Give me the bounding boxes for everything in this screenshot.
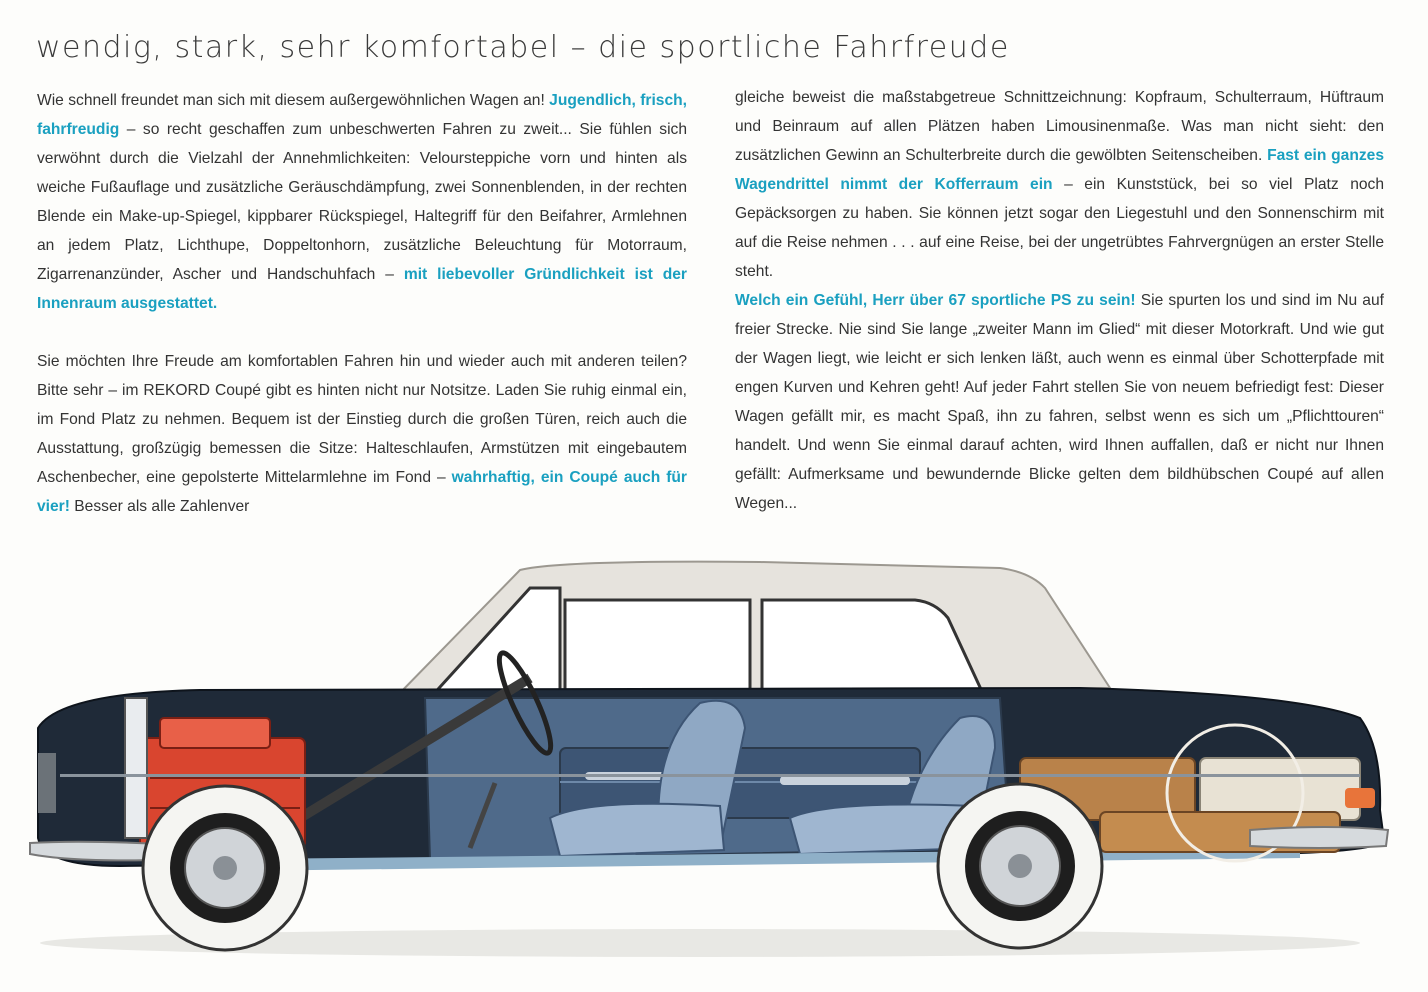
suitcase bbox=[1200, 758, 1360, 820]
highlight-text: Welch ein Gefühl, Herr über 67 sportliche PS zu sein! bbox=[735, 292, 1136, 309]
highlight-text: wahrhaftig, ein Coupé auch für vier! bbox=[37, 469, 687, 515]
text: Besser als alle Zahlenver bbox=[69, 498, 250, 515]
front-seat-cushion bbox=[550, 804, 724, 856]
text: Wie schnell freundet man sich mit diesem außergewöhnlichen Wagen an! bbox=[37, 92, 550, 109]
text: – ein Kunststück, bei so viel Platz noch Gepäcksorgen zu haben. Sie können jetzt sogar den Liegestuhl und den Sonnenschirm mit auf die Reise nehmen . . . auf eine Reise, bei der ungetrübtes Fahrvergnügen an erster Stelle steht. bbox=[735, 176, 1385, 280]
highlight-text: mit liebevoller Gründlichkeit ist der Innenraum ausgestattet. bbox=[37, 266, 687, 312]
left-paragraph-2 bbox=[37, 347, 687, 521]
right-paragraph-2 bbox=[735, 286, 1384, 518]
text: – so recht geschaffen zum unbeschwerten Fahren zu zweit... Sie fühlen sich verwöhnt durch die Vielzahl der Annehmlichkeiten: Veloursteppiche vorn und hinten als weiche Fußauflage und zusätzliche Geräuschdämpfung, zwei Sonnenblenden, in der rechten Blende ein Make-up-Spiegel, kippbarer Rückspiegel, Haltegriff für den Beifahrer, Armlehnen an jedem Platz, Lichthupe, Doppeltonhorn, zusätzliche Beleuchtung für Motorraum, Zigarrenanzünder, Ascher und Handschuhfach – bbox=[37, 121, 687, 283]
front-bumper bbox=[30, 842, 160, 861]
front-wheel bbox=[143, 786, 307, 950]
front-side-window bbox=[565, 600, 750, 698]
text: gleiche beweist die maßstabgetreue Schnittzeichnung: Kopfraum, Schulterraum, Hüftraum und Beinraum auf allen Plätzen haben Limousinenmaße. Was man nicht sieht: den zusätzlichen Gewinn an Schulterbreite durch die gewölbten Seitenscheiben. bbox=[735, 89, 1384, 164]
left-paragraph-1 bbox=[37, 86, 687, 318]
indicator-light bbox=[1345, 788, 1375, 808]
highlight-text: Fast ein ganzes Wagendrittel nimmt der Kofferraum ein bbox=[735, 147, 1385, 193]
rear-bumper bbox=[1250, 827, 1388, 848]
right-column bbox=[735, 83, 1384, 518]
car-cutaway-illustration bbox=[0, 548, 1428, 992]
text: Sie möchten Ihre Freude am komfortablen Fahren hin und wieder auch mit anderen teilen? Bitte sehr – im REKORD Coupé gibt es hinten nicht nur Notsitze. Laden Sie ruhig einmal ein, im Fond Platz zu nehmen. Bequem ist der Einstieg durch die großen Türen, reich auch die Ausstattung, großzügig bemessen die Sitze: Halteschlaufen, Armstützen mit eingebautem Aschenbecher, eine gepolsterte Mittelarmlehne im Fond – bbox=[37, 353, 687, 486]
highlight-text: Jugendlich, frisch, fahrfreudig bbox=[37, 92, 687, 138]
rear-wheel bbox=[938, 784, 1102, 948]
left-column bbox=[37, 86, 687, 521]
text: Sie spurten los und sind im Nu auf freier Strecke. Nie sind Sie lange „zweiter Mann im Glied“ mit dieser Motorkraft. Und wie gut der Wagen liegt, wie leicht er sich lenken läßt, auch wenn es einmal über Schotterpfade mit engen Kurven und Kehren geht! Auf jeder Fahrt stellen Sie von neuem befriedigt fest: Dieser Wagen gefällt mir, es macht Spaß, ihn zu fahren, selbst wenn es sich um „Pflichttouren“ handelt. Und wenn Sie einmal darauf achten, wird Ihnen auffallen, daß er nicht nur Ihnen gefällt: Aufmerksame und bewundernde Blicke gelten dem bildhübschen Coupé auf allen Wegen... bbox=[735, 292, 1384, 512]
side-trim bbox=[60, 774, 1360, 777]
right-paragraph-1 bbox=[735, 83, 1384, 286]
headline: wendig, stark, sehr komfortabel – die sportliche Fahrfreude bbox=[36, 30, 1010, 65]
armrest bbox=[780, 776, 910, 785]
front-grille bbox=[38, 753, 56, 813]
